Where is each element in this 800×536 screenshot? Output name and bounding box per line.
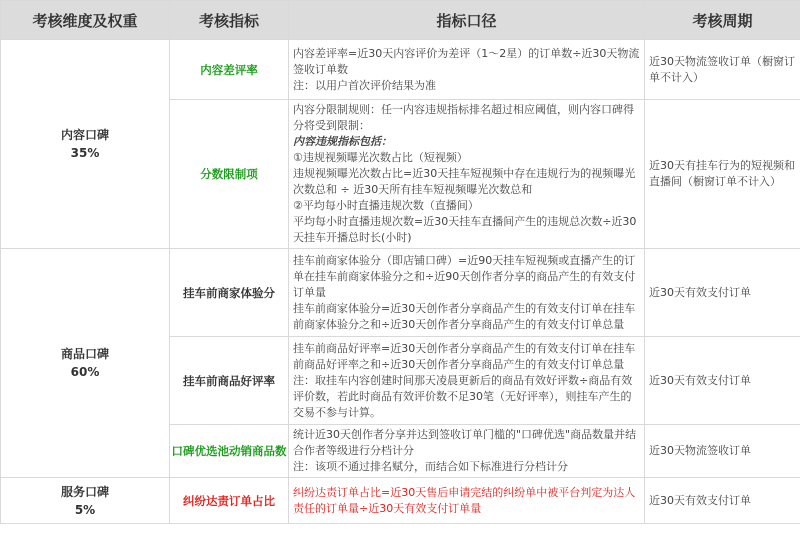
metric-cell: 挂车前商品好评率 <box>170 337 289 425</box>
definition-line: 违规视频曝光次数占比=近30天挂车短视频中存在违规行为的视频曝光次数总和 ÷ 近30天所有挂车短视频曝光次数总和 <box>293 167 636 196</box>
definition-line: ②平均每小时直播违规次数（直播间） <box>293 199 479 212</box>
definition-line: 内容分限制规则：任一内容违规指标排名超过相应阈值，则内容口碑得分将受到限制： <box>293 103 634 132</box>
header-cycle: 考核周期 <box>645 1 800 40</box>
header-metric: 考核指标 <box>170 1 289 40</box>
cycle-cell: 近30天有效支付订单 <box>645 249 800 337</box>
definition-line: 注：取挂车内容创建时间那天凌晨更新后的商品有效好评数÷商品有效评价数，若此时商品有效评价数不足30笔（无好评率），则挂车产生的交易不参与计算。 <box>293 373 633 419</box>
definition-cell <box>289 40 645 100</box>
definition-line: 纠纷达责订单占比=近30天售后申请完结的纠纷单中被平台判定为达人责任的订单量÷近30天有效支付订单量 <box>293 485 636 515</box>
dimension-cell-goods <box>1 249 170 478</box>
definition-line: 统计近30天创作者分享并达到签收订单门槛的"口碑优选"商品数量并结合作者等级进行分档计分 <box>293 428 637 457</box>
dimension-name: 服务口碑 <box>60 484 109 499</box>
definition-cell <box>289 425 645 478</box>
table-row <box>1 40 800 100</box>
dimension-name: 商品口碑 <box>60 347 109 361</box>
metric-cell: 纠纷达责订单占比 <box>170 478 289 524</box>
header-definition: 指标口径 <box>289 1 645 40</box>
cycle-cell: 近30天有效支付订单 <box>645 337 800 425</box>
table-row <box>1 478 800 524</box>
metric-cell: 分数限制项 <box>170 100 289 249</box>
definition-line: 注：该项不通过排名赋分，而结合如下标准进行分档计分 <box>293 460 568 473</box>
definition-cell <box>289 249 645 337</box>
definition-line: ①违规视频曝光次数占比（短视频） <box>293 151 468 164</box>
dimension-name: 内容口碑 <box>60 128 109 142</box>
definition-line: 平均每小时直播违规次数=近30天挂车直播间产生的违规总次数÷近30天挂车开播总时长(小时) <box>293 215 637 244</box>
cycle-cell: 近30天有挂车行为的短视频和直播间（橱窗订单不计入） <box>645 100 800 249</box>
metric-cell: 口碑优选池动销商品数 <box>170 425 289 478</box>
dimension-weight: 60% <box>70 365 100 379</box>
cycle-cell: 近30天物流签收订单 <box>645 425 800 478</box>
definition-subtitle: 内容违规指标包括： <box>293 135 392 148</box>
cycle-cell: 近30天有效支付订单 <box>645 478 800 524</box>
definition-cell <box>289 100 645 249</box>
metric-cell: 内容差评率 <box>170 40 289 100</box>
definition-line: 挂车前商家体验分（即店铺口碑）=近90天挂车短视频或直播产生的订单在挂车前商家体验分之和÷近90天创作者分享的商品产生的有效支付订单量 <box>293 253 636 299</box>
definition-line: 内容差评率=近30天内容评价为差评（1～2星）的订单数÷近30天物流签收订单数 <box>293 46 640 76</box>
header-dimension: 考核维度及权重 <box>1 1 170 40</box>
header-row <box>1 1 800 40</box>
table-row <box>1 249 800 337</box>
dimension-weight: 35% <box>70 146 100 160</box>
cycle-cell: 近30天物流签收订单（橱窗订单不计入） <box>645 40 800 100</box>
definition-line: 挂车前商品好评率=近30天创作者分享商品产生的有效支付订单在挂车前商品好评率之和÷近30天创作者分享商品产生的有效支付订单总量 <box>293 341 636 371</box>
definition-line: 注：以用户首次评价结果为准 <box>293 78 436 92</box>
dimension-weight: 5% <box>74 502 96 517</box>
dimension-cell-service <box>1 478 170 524</box>
metric-cell: 挂车前商家体验分 <box>170 249 289 337</box>
dimension-cell-content <box>1 40 170 249</box>
definition-cell <box>289 337 645 425</box>
definition-cell <box>289 478 645 524</box>
definition-line: 挂车前商家体验分=近30天创作者分享商品产生的有效支付订单在挂车前商家体验分之和÷近30天创作者分享商品产生的有效支付订单总量 <box>293 301 636 331</box>
